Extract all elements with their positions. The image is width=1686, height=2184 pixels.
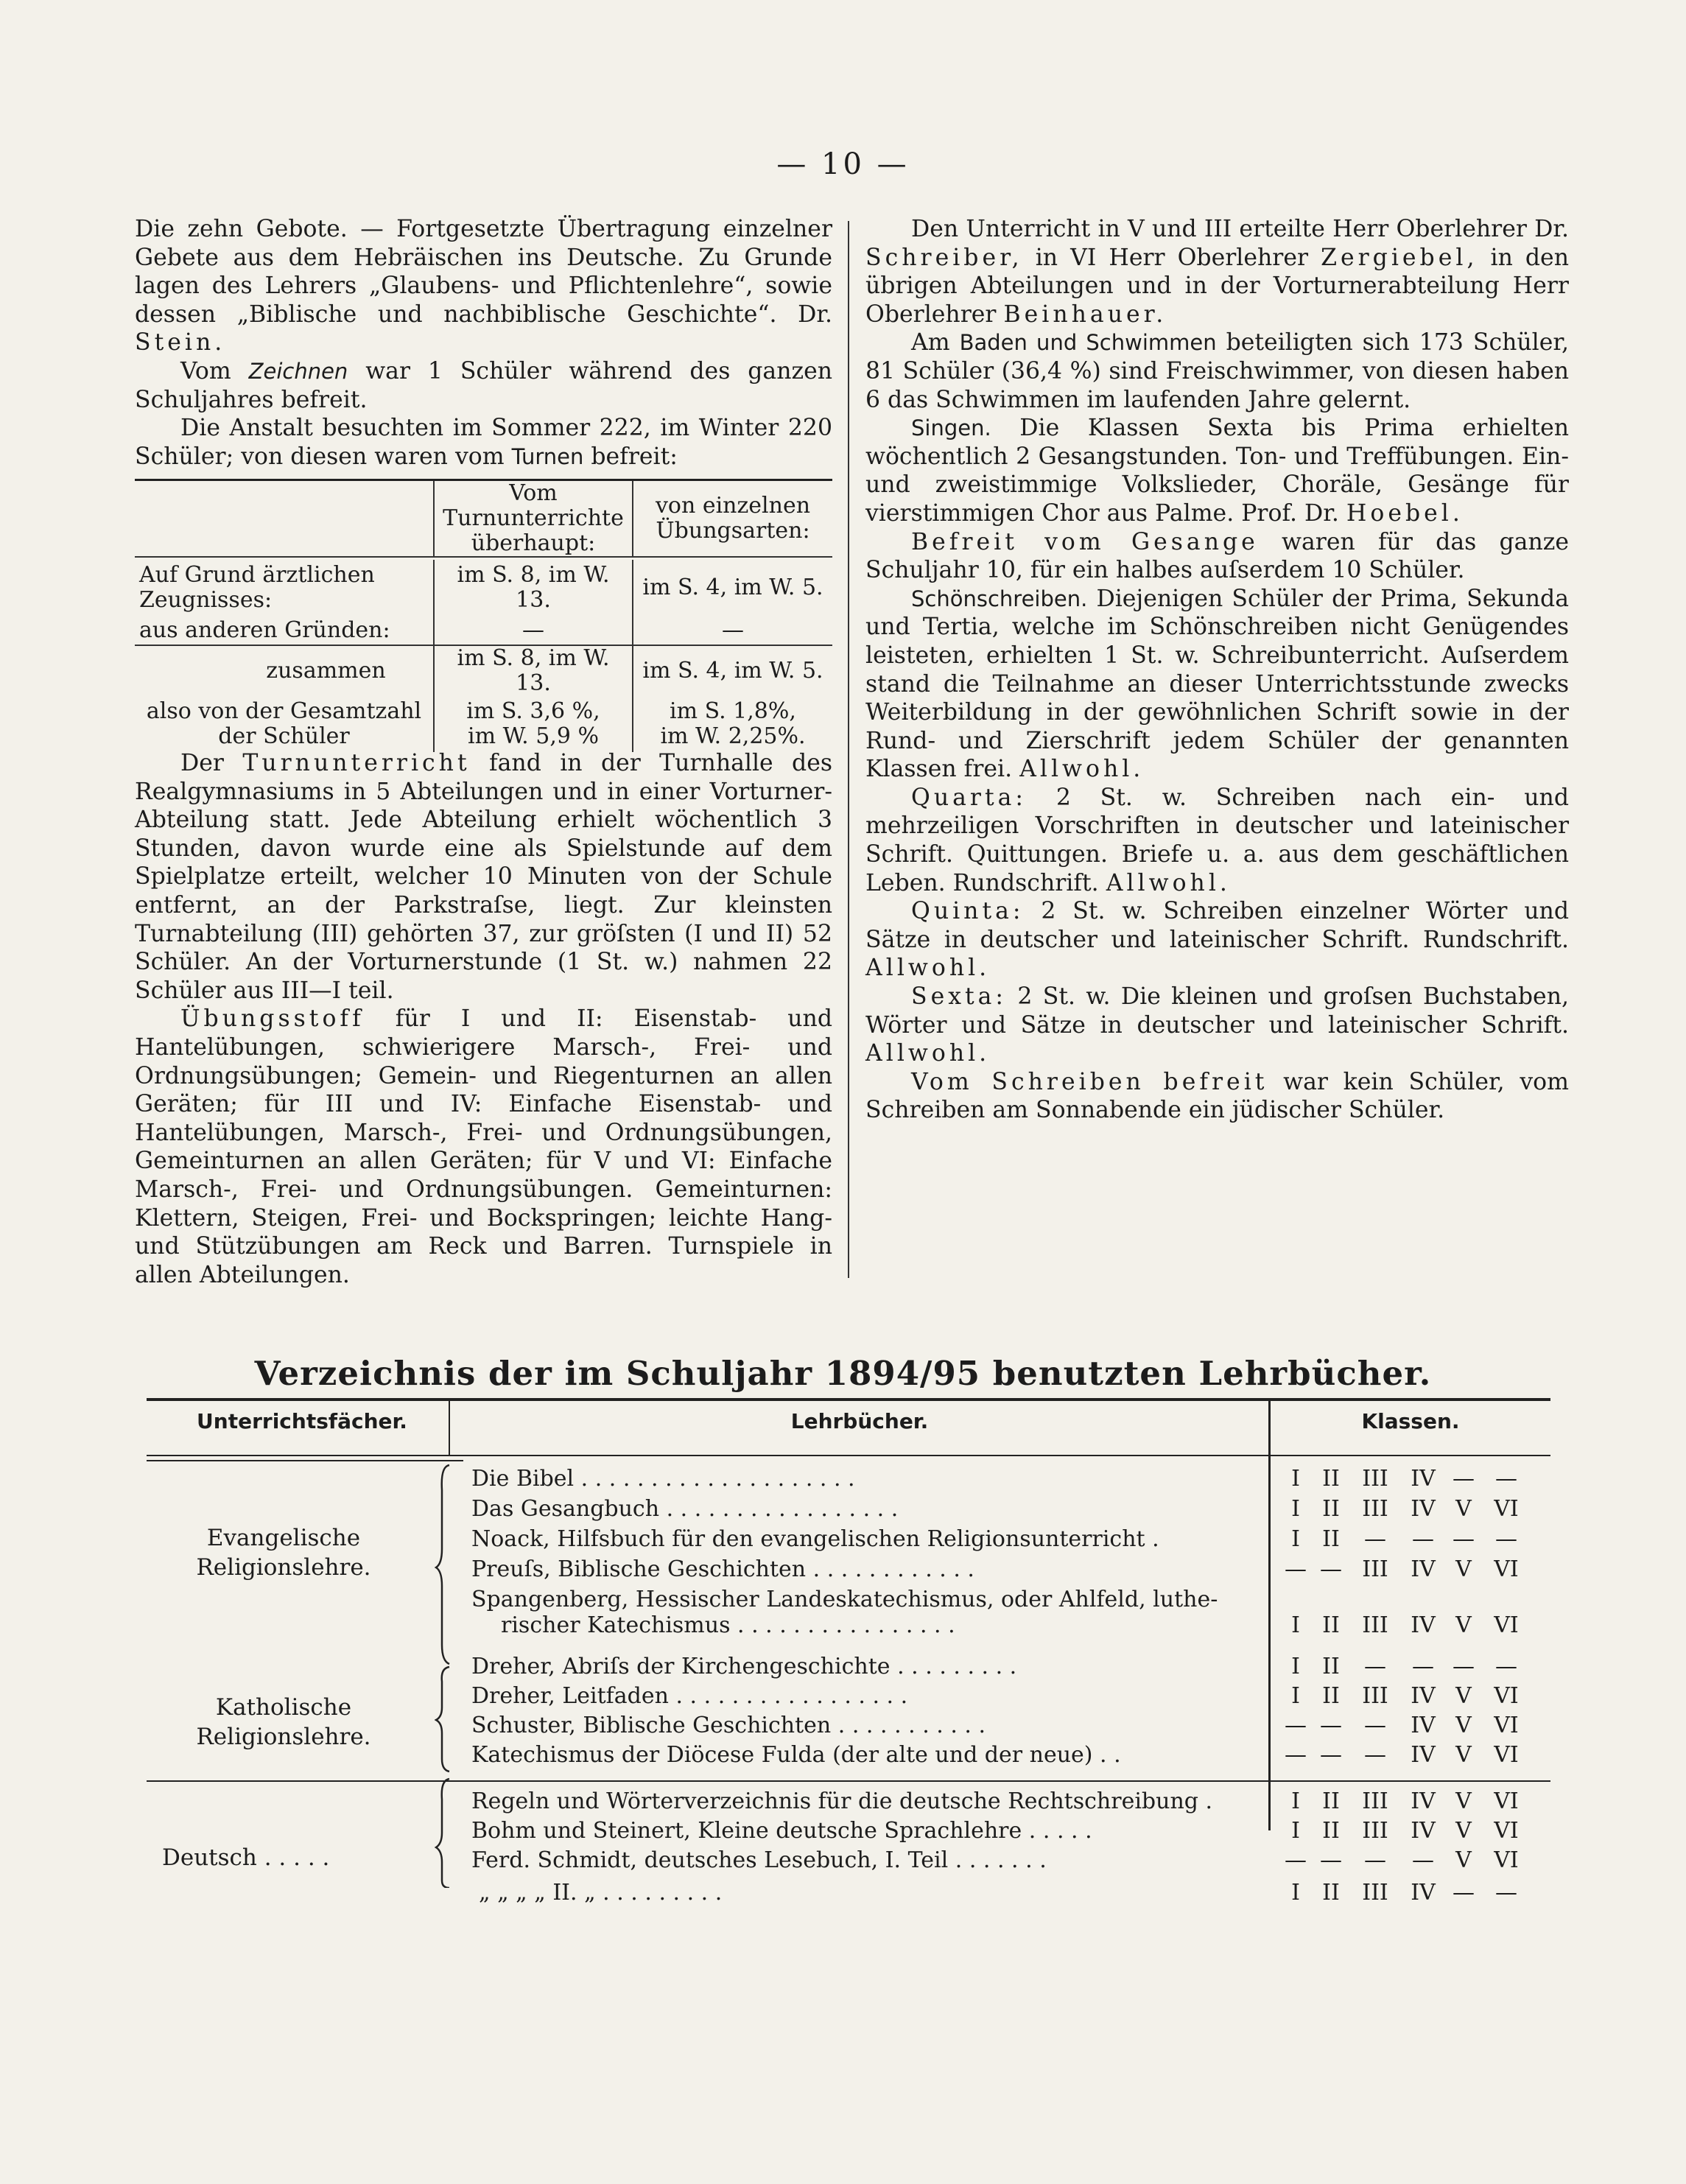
paragraph-uebungsstoff (135, 1005, 832, 1289)
class-mark: — (1453, 1526, 1475, 1552)
class-mark: — (1320, 1713, 1342, 1738)
col-header-partial: von einzelnen Übungsarten: (633, 481, 832, 557)
column-divider (848, 221, 849, 1278)
class-mark: — (1453, 1654, 1475, 1679)
class-mark: III (1362, 1496, 1388, 1522)
exemption-table (135, 481, 832, 752)
text: Die Klassen Sexta bis Prima erhielten wöchentlich 2 Gesangstunden. Ton- und Treffübungen. Ein- und zweistimmige Volkslieder, Choräle, Gesänge für vierstimmigen Chor aus Palme. Prof. Dr. (865, 415, 1570, 527)
subject-catholic: Katholische Religionslehre. (196, 1694, 371, 1750)
col-header-overall: Vom Turnunterrichte überhaupt: (434, 481, 633, 557)
text: in den übrigen Abteilungen und in der Vorturnerabteilung Herr Oberlehrer (865, 244, 1569, 328)
subject-term: Turnunterricht (242, 750, 471, 776)
brace-german (436, 1779, 449, 1888)
class-mark: I (1291, 1788, 1300, 1814)
row-label: Auf Grund ärztlichen Zeugnisses: (139, 562, 375, 613)
paragraph-zeichnen (135, 357, 832, 414)
subject-german: Deutsch . . . . . (162, 1844, 330, 1871)
teacher-name: Hoebel. (1346, 499, 1464, 527)
classes-divider (1268, 1400, 1271, 1830)
class-mark: I (1291, 1612, 1300, 1638)
right-column (865, 215, 1569, 1125)
class-mark: III (1362, 1683, 1388, 1709)
class-mark: V (1455, 1496, 1472, 1522)
header-classes: Klassen. (1361, 1409, 1460, 1433)
class-mark: II (1322, 1654, 1340, 1679)
class-mark: II (1322, 1880, 1340, 1906)
text: Den Unterricht in V und III erteilte Herr Oberlehrer Dr. (911, 216, 1569, 242)
turnen-exemption-table (135, 479, 832, 752)
book-title: Regeln und Wörterverzeichnis für die deutsche Rechtschreibung . (471, 1788, 1213, 1814)
book-title: Ferd. Schmidt, deutsches Lesebuch, I. Teil . . . . . . . (471, 1847, 1047, 1873)
table-cell: — (633, 616, 832, 645)
class-name: Sexta: (911, 983, 1008, 1011)
table-cell (434, 696, 633, 752)
class-mark: II (1322, 1788, 1340, 1814)
class-mark: IV (1411, 1466, 1436, 1492)
class-mark: IV (1411, 1788, 1436, 1814)
book-title: Das Gesangbuch . . . . . . . . . . . . . . . . . (471, 1496, 899, 1522)
class-mark: VI (1494, 1556, 1519, 1582)
class-mark: — (1364, 1654, 1386, 1679)
class-mark: V (1455, 1713, 1472, 1738)
class-mark: — (1453, 1880, 1475, 1906)
class-mark (1447, 1585, 1480, 1615)
value: im S. 1,8%, (670, 698, 796, 724)
text: war kein Schüler, vom Schreiben am Sonnabende ein jüdischer Schüler. (865, 1068, 1569, 1124)
row-label: also von der Gesamtzahl der Schüler (146, 698, 422, 749)
class-mark: IV (1411, 1818, 1436, 1844)
table-header-row (135, 481, 832, 557)
class-mark: I (1291, 1654, 1300, 1679)
teacher-name: Stein. (135, 329, 226, 357)
class-mark: I (1291, 1496, 1300, 1522)
class-mark: VI (1494, 1847, 1519, 1873)
table-row-percent (135, 696, 832, 752)
class-mark: — (1364, 1742, 1386, 1768)
header-subjects: Unterrichtsfächer. (197, 1409, 407, 1433)
teacher-name: Zergiebel, (1321, 244, 1478, 271)
brace-evangelical (436, 1465, 449, 1664)
text: in VI Herr Oberlehrer (1035, 244, 1309, 271)
paragraph-befreit-gesang (865, 528, 1569, 585)
class-mark: II (1322, 1496, 1340, 1522)
subject-term: Übungsstoff (180, 1005, 365, 1033)
class-mark: II (1322, 1526, 1340, 1552)
class-mark: III (1362, 1788, 1388, 1814)
text: 2 St. w. Schreiben nach ein- und mehrzeiligen Vorschriften in deutscher und lateinischer Schrift. Quittungen. Briefe u. a. aus dem geschäftlichen Leben. Rundschrift. (865, 784, 1569, 896)
class-name: Quinta: (911, 898, 1025, 925)
subject-term: Vom Schreiben befreit (911, 1068, 1268, 1095)
section-rule (147, 1460, 463, 1461)
table-cell: im S. 4, im W. 5. (633, 560, 832, 616)
class-mark: — (1495, 1880, 1517, 1906)
subject-braces (435, 1461, 457, 1888)
text: Am (911, 329, 950, 357)
class-mark: — (1320, 1847, 1342, 1873)
paragraph-schoenschreiben (865, 585, 1569, 784)
left-column (135, 215, 832, 471)
table-row (135, 560, 832, 616)
text: Vom (180, 357, 231, 385)
class-mark: V (1455, 1742, 1472, 1768)
header-books: Lehrbücher. (790, 1409, 929, 1433)
book-title: Katechismus der Diöcese Fulda (der alte und der neue) . . (471, 1742, 1121, 1768)
class-mark: V (1455, 1818, 1472, 1844)
value: im W. 2,25%. (660, 723, 806, 749)
text: beteiligten sich 173 Schüler, 81 Schüler (36,4 %) sind Freischwimmer, von diesen haben 6 das Schwimmen im laufenden Jahre gelernt. (865, 329, 1569, 413)
class-mark: V (1455, 1788, 1472, 1814)
class-mark: III (1362, 1880, 1388, 1906)
class-mark: I (1291, 1818, 1300, 1844)
book-title: Bohm und Steinert, Kleine deutsche Sprachlehre . . . . . (471, 1818, 1092, 1844)
class-mark: V (1455, 1683, 1472, 1709)
class-mark: II (1322, 1818, 1340, 1844)
paragraph-schreiben-befreit (865, 1068, 1569, 1125)
text: war 1 Schüler während des ganzen Schuljahres befreit. (135, 357, 833, 413)
class-mark: I (1291, 1466, 1300, 1492)
paragraph-anstalt (135, 414, 832, 471)
teacher-name: Allwohl. (865, 955, 991, 982)
class-mark: — (1285, 1556, 1307, 1582)
class-mark: I (1291, 1683, 1300, 1709)
text: Die Anstalt besuchten im Sommer 222, im Winter 220 Schüler; von diesen waren vom (135, 415, 832, 470)
teacher-name: Allwohl. (1019, 756, 1145, 783)
class-mark: — (1320, 1742, 1342, 1768)
class-name: Quarta: (911, 784, 1028, 811)
paragraph-sexta (865, 983, 1569, 1068)
class-mark: I (1291, 1526, 1300, 1552)
class-mark: VI (1494, 1683, 1519, 1709)
header-divider (449, 1400, 450, 1456)
class-mark: III (1362, 1556, 1388, 1582)
class-mark (1407, 1585, 1439, 1615)
value: im S. 3,6 %, (466, 698, 600, 724)
class-mark: VI (1494, 1713, 1519, 1738)
class-mark: — (1364, 1847, 1386, 1873)
table-cell: — (434, 616, 633, 645)
class-mark: IV (1411, 1683, 1436, 1709)
empty-cell (135, 481, 434, 557)
paragraph-turnunterricht (135, 749, 832, 1005)
text: 2 St. w. Schreiben einzelner Wörter und Sätze in deutscher und lateinischer Schrift. Rundschrift. (865, 898, 1569, 953)
class-mark: II (1322, 1466, 1340, 1492)
class-mark: — (1320, 1556, 1342, 1582)
teacher-name: Allwohl. (865, 1040, 991, 1067)
class-mark: VI (1494, 1496, 1519, 1522)
class-mark: V (1455, 1612, 1472, 1638)
section-rule (147, 1780, 1550, 1782)
paragraph-baden (865, 329, 1569, 414)
text: Diejenigen Schüler der Prima, Sekunda und Tertia, welche im Schönschreiben nicht Genügendes leisteten, erhielten 1 St. w. Schreibunterricht. Auſserdem stand die Teilnahme an dieser Unterrichtsstunde zwecks Weiterbildung in der gewöhnlichen Schrift sowie in der Rund- und Zierschrift jedem Schüler der genannten Klassen frei. (865, 585, 1570, 783)
teacher-name: Allwohl. (1106, 869, 1231, 896)
header-rule (147, 1455, 1550, 1456)
class-mark (1279, 1585, 1312, 1615)
class-mark: VI (1494, 1788, 1519, 1814)
text: fand in der Turnhalle des Realgymnasiums in 5 Abteilungen und in einer Vorturner-Abteilung statt. Jede Abteilung erhielt wöchentlich 3 Stunden, davon wurde eine als Spielstunde auf dem Spielplatze erteilt, welcher 10 Minuten von der Schule entfernt, an der Parkstraſse, liegt. Zur kleinsten Turnabteilung (III) gehörten 37, zur gröſsten (I und II) 52 Schüler. An der Vorturnerstunde (1 St. w.) nahmen 22 Schüler aus III—I teil. (135, 750, 832, 1004)
class-mark: III (1362, 1818, 1388, 1844)
class-mark: — (1495, 1654, 1517, 1679)
class-mark: VI (1494, 1818, 1519, 1844)
class-mark: — (1453, 1466, 1475, 1492)
row-label: zusammen (135, 645, 434, 696)
class-mark: — (1495, 1466, 1517, 1492)
class-mark: — (1285, 1847, 1307, 1873)
class-mark: — (1412, 1654, 1434, 1679)
book-title: Preuſs, Biblische Geschichten . . . . . . . . . . . . (471, 1556, 974, 1582)
table-cell: im S. 4, im W. 5. (633, 645, 832, 696)
class-mark: IV (1411, 1612, 1436, 1638)
text: 2 St. w. Die kleinen und groſsen Buchstaben, Wörter und Sätze in deutscher und lateinischer Schrift. (865, 983, 1569, 1039)
class-mark (1359, 1585, 1391, 1615)
book-title: Dreher, Leitfaden . . . . . . . . . . . . . . . . . (471, 1683, 908, 1709)
class-mark: — (1412, 1526, 1434, 1552)
text: für I und II: Eisenstab- und Hantelübungen, schwierigere Marsch-, Frei- und Ordnungsübungen; Gemein- und Riegenturnen an allen Geräten; für III und IV: Einfache Eisenstab- und Hantelübungen, Marsch-, Frei- und Ordnungsübungen, Gemeinturnen an allen Geräten; für V und VI: Einfache Marsch-, Frei- und Ordnungsübungen. Gemeinturnen: Klettern, Steigen, Frei- und Bockspringen; leichte Hang- und Stützübungen am Reck und Barren. Turnspiele in allen Abteilungen. (135, 1005, 832, 1288)
section-heading: Verzeichnis der im Schuljahr 1894/95 benutzten Lehrbücher. (254, 1354, 1432, 1393)
table-cell: im S. 8, im W. 13. (434, 560, 633, 616)
book-title: „ „ „ „ II. „ . . . . . . . . . (479, 1880, 723, 1906)
book-title: Noack, Hilfsbuch für den evangelischen Religionsunterricht . (471, 1526, 1159, 1552)
subject-evangelical: Evangelische Religionslehre. (196, 1525, 371, 1581)
table-top-rule (147, 1398, 1550, 1401)
book-title: Dreher, Abriſs der Kirchengeschichte . . . . . . . . . (471, 1654, 1017, 1679)
teacher-name: Beinhauer. (1003, 301, 1167, 328)
paragraph-quinta (865, 897, 1569, 983)
class-mark: III (1362, 1612, 1388, 1638)
table-row (135, 616, 832, 645)
class-mark: — (1285, 1742, 1307, 1768)
paragraph-singen (865, 414, 1569, 527)
class-mark: IV (1411, 1742, 1436, 1768)
paragraph-unterricht (865, 215, 1569, 329)
class-mark: V (1455, 1556, 1472, 1582)
subject-term: Schönschreiben. (911, 586, 1088, 611)
table-cell: im S. 8, im W. 13. (434, 645, 633, 696)
subject-term: Zeichnen (248, 358, 348, 384)
subject-term: Baden und Schwimmen (959, 330, 1217, 356)
class-mark: IV (1411, 1556, 1436, 1582)
text: Der (180, 750, 224, 776)
paragraph-quarta (865, 784, 1569, 897)
class-mark: V (1455, 1847, 1472, 1873)
class-mark: VI (1494, 1742, 1519, 1768)
class-mark (1315, 1585, 1347, 1615)
subject-term: Befreit vom Gesange (911, 528, 1259, 555)
table-cell (633, 696, 832, 752)
class-mark: — (1412, 1847, 1434, 1873)
text: Die zehn Gebote. — Fortgesetzte Übertragung einzelner Gebete aus dem Hebräischen ins Deutsche. Zu Grunde lagen des Lehrers „Glaubens- und Pflichtenlehre“, sowie dessen „Biblische und nachbiblische Geschichte“. Dr. (135, 216, 832, 328)
subject-term: Singen. (911, 415, 991, 441)
teacher-name: Schreiber, (865, 244, 1023, 271)
class-mark: IV (1411, 1496, 1436, 1522)
book-title: Spangenberg, Hessischer Landeskatechismus, oder Ahlfeld, luthe- (471, 1587, 1218, 1612)
class-mark: VI (1494, 1612, 1519, 1638)
book-title: Schuster, Biblische Geschichten . . . . . . . . . . . (471, 1713, 986, 1738)
text: befreit: (591, 443, 678, 470)
class-mark (1490, 1585, 1522, 1615)
text: waren für das ganze Schuljahr 10, für ein halbes auſserdem 10 Schüler. (865, 528, 1569, 584)
value: im W. 5,9 % (468, 723, 599, 749)
page-number: — 10 — (776, 147, 910, 181)
class-mark: — (1364, 1713, 1386, 1738)
class-mark: — (1285, 1713, 1307, 1738)
brace-catholic (436, 1667, 449, 1772)
class-mark: II (1322, 1683, 1340, 1709)
row-label: aus anderen Gründen: (139, 617, 390, 643)
book-title: Die Bibel . . . . . . . . . . . . . . . . . . . . (471, 1466, 855, 1492)
book-title: rischer Katechismus . . . . . . . . . . . . . . . . (501, 1612, 955, 1638)
class-mark: II (1322, 1612, 1340, 1638)
subject-term: Turnen (511, 443, 584, 469)
paragraph-religion (135, 215, 832, 357)
table-row-total (135, 645, 832, 696)
class-mark: I (1291, 1880, 1300, 1906)
class-mark: IV (1411, 1713, 1436, 1738)
class-mark: — (1364, 1526, 1386, 1552)
left-column-lower (135, 749, 832, 1289)
class-mark: III (1362, 1466, 1388, 1492)
class-mark: IV (1411, 1880, 1436, 1906)
class-mark: — (1495, 1526, 1517, 1552)
